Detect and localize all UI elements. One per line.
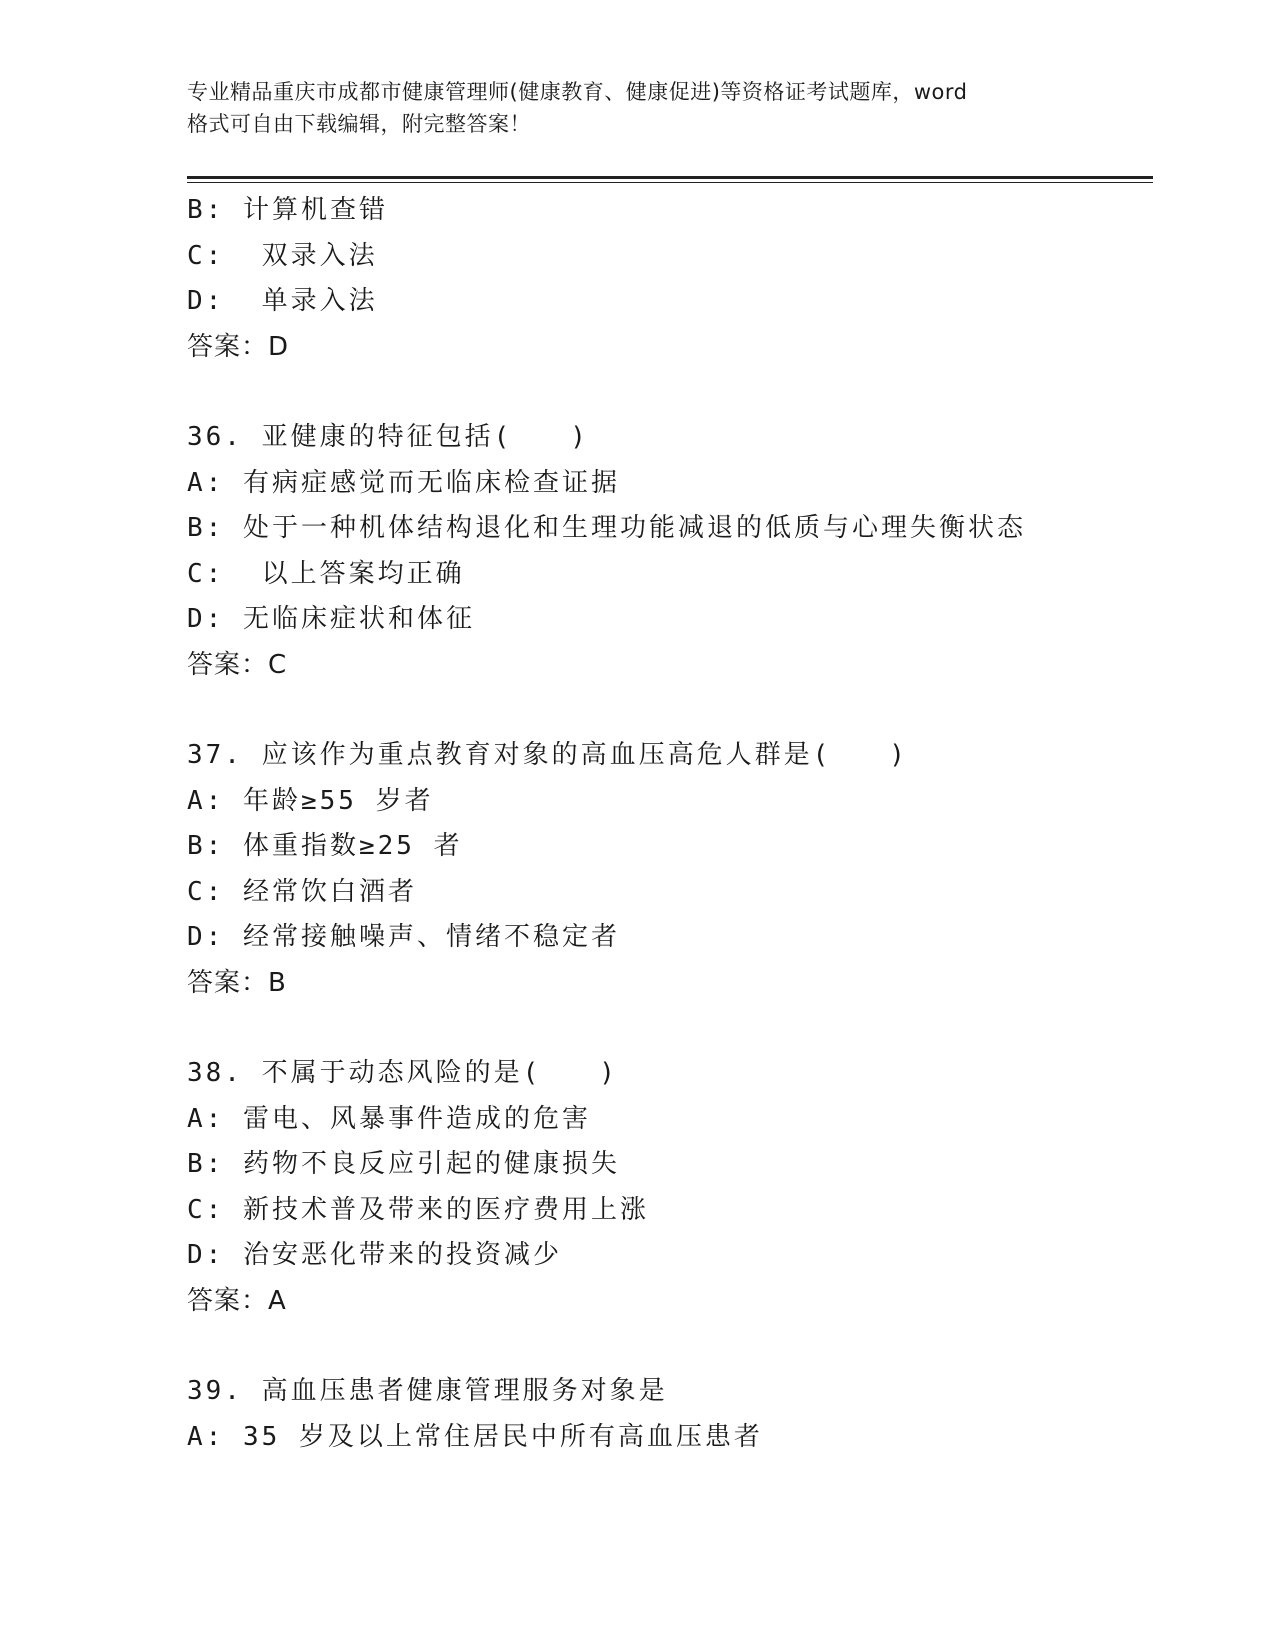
answer-label: 答案： (187, 967, 269, 998)
question-39 (187, 1369, 1153, 1460)
option-a: A: 雷电、风暴事件造成的危害 (187, 1103, 591, 1134)
answer-label: 答案： (187, 331, 269, 362)
option-b: B: 药物不良反应引起的健康损失 (187, 1149, 620, 1179)
header-line-1: 专业精品重庆市成都市健康管理师(健康教育、健康促进)等资格证考试题库，word (187, 80, 968, 104)
question-stem: 36. 亚健康的特征包括( ) (187, 422, 589, 452)
option-a: A: 35 岁及以上常住居民中所有高血压患者 (187, 1421, 763, 1452)
option-d: D: 治安恶化带来的投资减少 (187, 1240, 562, 1270)
option-c: C: 以上答案均正确 (187, 558, 465, 589)
question-38 (187, 1051, 1153, 1324)
answer-line (187, 325, 1153, 371)
header-rule-thick (187, 176, 1153, 179)
option-d: D: 无临床症状和体征 (187, 604, 475, 634)
option-d: D: 经常接触噪声、情绪不稳定者 (187, 922, 620, 952)
page-header (187, 76, 1087, 140)
answer-value: C (268, 649, 288, 680)
question-stem: 37. 应该作为重点教育对象的高血压高危人群是( ) (187, 740, 908, 770)
header-line-2: 格式可自由下载编辑，附完整答案！ (187, 112, 531, 136)
answer-label: 答案： (187, 649, 269, 680)
answer-value: B (268, 967, 287, 998)
answer-line (187, 643, 1153, 689)
question-36 (187, 415, 1153, 688)
answer-value: D (268, 331, 290, 362)
answer-label: 答案： (187, 1285, 269, 1316)
option-b: B: 处于一种机体结构退化和生理功能减退的低质与心理失衡状态 (187, 513, 1026, 543)
answer-line (187, 1279, 1153, 1325)
answer-value: A (268, 1285, 287, 1316)
option-d: D: 单录入法 (187, 286, 378, 316)
header-rule-thin (187, 182, 1153, 183)
question-stem: 39. 高血压患者健康管理服务对象是 (187, 1376, 668, 1406)
option-b: B: 体重指数≥25 者 (187, 831, 463, 861)
option-b: B: 计算机查错 (187, 195, 388, 225)
question-content (187, 188, 1153, 1460)
question-stem: 38. 不属于动态风险的是( ) (187, 1058, 618, 1088)
option-c: C: 双录入法 (187, 240, 378, 271)
option-c: C: 经常饮白酒者 (187, 876, 417, 907)
option-c: C: 新技术普及带来的医疗费用上涨 (187, 1194, 649, 1225)
option-a: A: 年龄≥55 岁者 (187, 785, 434, 816)
question-35-partial (187, 188, 1153, 370)
option-a: A: 有病症感觉而无临床检查证据 (187, 467, 620, 498)
question-37 (187, 733, 1153, 1006)
answer-line (187, 961, 1153, 1007)
